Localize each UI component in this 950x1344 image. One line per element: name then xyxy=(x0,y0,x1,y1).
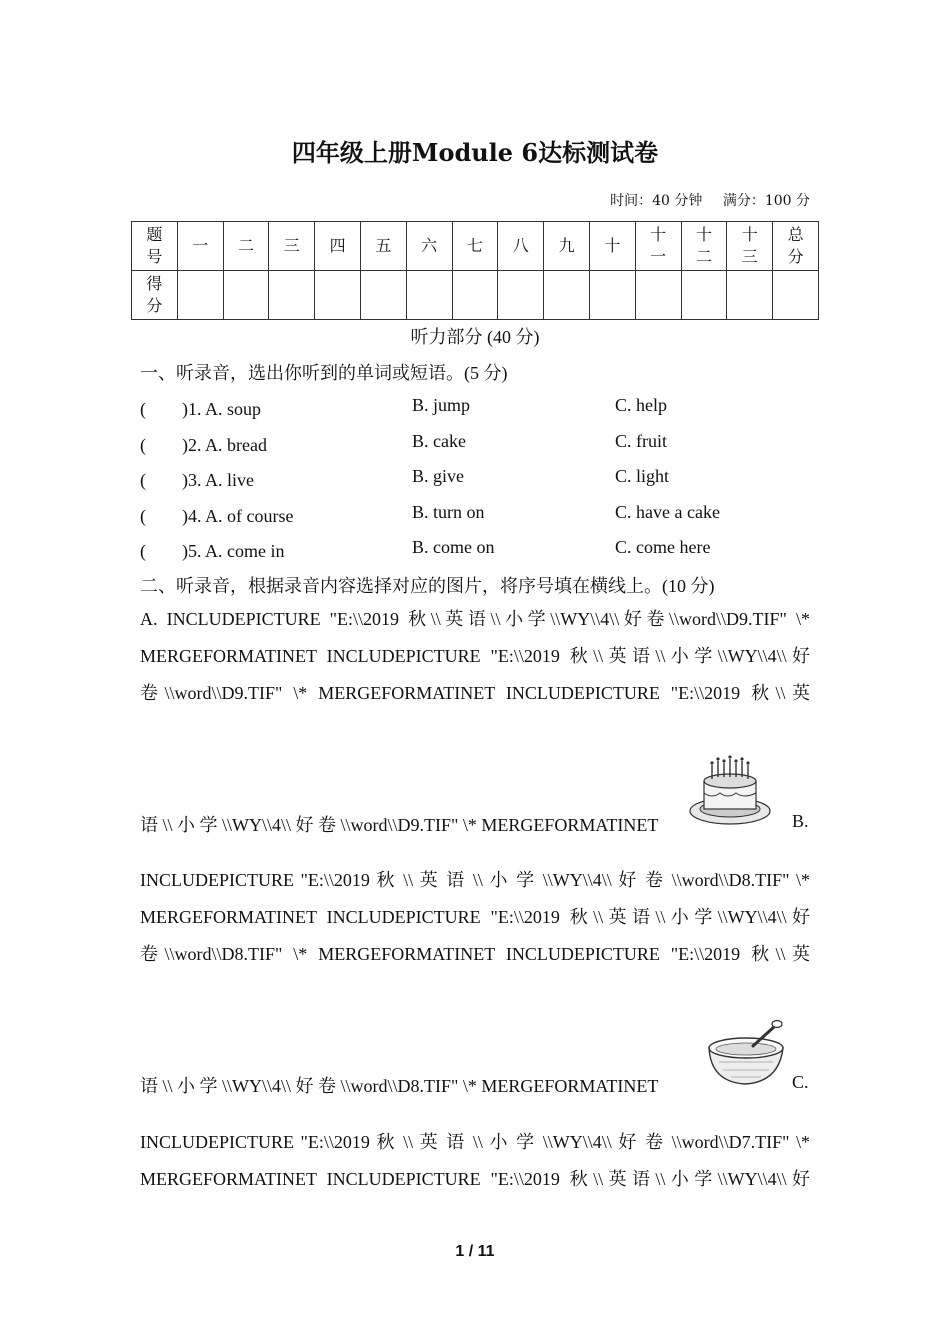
item-a-text xyxy=(140,601,810,712)
score-table-header-cell: 总 分 xyxy=(773,222,819,271)
score-table-header-cell: 题 号 xyxy=(132,222,178,271)
text-line: MERGEFORMATINET INCLUDEPICTURE "E:\\2019 秋\\英语\\小学\\WY\\4\\好 xyxy=(140,646,810,666)
score-table-header-cell: 九 xyxy=(544,222,590,271)
question-option-c: C. light xyxy=(615,466,670,486)
score-table-score-cell xyxy=(635,271,681,320)
score-table-score-label: 得 分 xyxy=(132,271,178,320)
time-limit: 时间：40 分钟 xyxy=(610,193,703,209)
question-option-a: ( )5. A. come in xyxy=(140,541,285,561)
score-table-header-cell: 二 xyxy=(223,222,269,271)
item-c-text xyxy=(140,1124,810,1198)
text-line: MERGEFORMATINET INCLUDEPICTURE "E:\\2019 秋\\英语\\小学\\WY\\4\\好 xyxy=(140,907,810,927)
score-table-score-cell xyxy=(498,271,544,320)
score-table-header-cell: 十 xyxy=(589,222,635,271)
exam-meta xyxy=(594,190,810,210)
score-table-header-cell: 八 xyxy=(498,222,544,271)
score-table-header-cell: 七 xyxy=(452,222,498,271)
question-option-c: C. come here xyxy=(615,537,711,557)
question-option-b: B. jump xyxy=(412,395,471,415)
soup-bowl-picture xyxy=(705,1018,787,1088)
score-table xyxy=(131,221,819,320)
item-b-text xyxy=(140,862,810,973)
score-table-score-cell xyxy=(589,271,635,320)
score-table-header-cell: 三 xyxy=(269,222,315,271)
score-table-header-cell: 十 二 xyxy=(681,222,727,271)
text-line: INCLUDEPICTURE "E:\\2019 秋 \\ 英 语 \\ 小 学 \\WY\\4\\ 好 卷 \\word\\D7.TIF" \* xyxy=(140,1132,810,1152)
text-line: 卷\\word\\D8.TIF" \* MERGEFORMATINET INCLUDEPICTURE "E:\\2019 秋\\英 xyxy=(140,944,810,964)
question-option-a: ( )1. A. soup xyxy=(140,399,261,419)
score-table-header-cell: 十 三 xyxy=(727,222,773,271)
score-table-header-cell: 五 xyxy=(360,222,406,271)
score-table-score-cell xyxy=(269,271,315,320)
question-option-c: C. help xyxy=(615,395,667,415)
score-table-score-row xyxy=(132,271,819,320)
score-table-score-cell xyxy=(544,271,590,320)
item-c-label: C. xyxy=(792,1072,809,1092)
question-option-c: C. fruit xyxy=(615,430,667,451)
question-option-c: C. have a cake xyxy=(615,501,720,522)
question-option-b: B. come on xyxy=(412,537,495,557)
question-option-b: B. cake xyxy=(412,430,466,451)
score-table-score-cell xyxy=(223,271,269,320)
score-table-score-cell xyxy=(177,271,223,320)
score-table-score-cell xyxy=(773,271,819,320)
question-option-b: B. give xyxy=(412,466,464,486)
text-line: INCLUDEPICTURE "E:\\2019 秋 \\ 英 语 \\ 小 学 \\WY\\4\\ 好 卷 \\word\\D8.TIF" \* xyxy=(140,870,810,890)
text-line: 卷\\word\\D9.TIF" \* MERGEFORMATINET INCLUDEPICTURE "E:\\2019 秋\\英 xyxy=(140,683,810,703)
score-table-header-cell: 六 xyxy=(406,222,452,271)
score-table-header-cell: 一 xyxy=(177,222,223,271)
section1-heading: 一、听录音，选出你听到的单词或短语。(5 分) xyxy=(140,363,508,383)
full-score: 满分：100 分 xyxy=(722,193,810,209)
score-table-score-cell xyxy=(727,271,773,320)
score-table-header-row xyxy=(132,222,819,271)
text-line: MERGEFORMATINET INCLUDEPICTURE "E:\\2019 秋\\英语\\小学\\WY\\4\\好 xyxy=(140,1169,810,1189)
page-number: 1 / 11 xyxy=(455,1243,495,1260)
score-table-score-cell xyxy=(315,271,361,320)
score-table-score-cell xyxy=(360,271,406,320)
item-b-label: B. xyxy=(792,811,809,831)
text-line: A. INCLUDEPICTURE "E:\\2019 秋\\英语\\小学\\WY\\4\\好卷\\word\\D9.TIF" \* xyxy=(140,609,810,629)
question-option-a: ( )2. A. bread xyxy=(140,434,267,455)
section2-heading: 二、听录音，根据录音内容选择对应的图片，将序号填在横线上。(10 分) xyxy=(140,576,715,596)
score-table-header-cell: 四 xyxy=(315,222,361,271)
score-table-score-cell xyxy=(406,271,452,320)
question-option-a: ( )3. A. live xyxy=(140,470,254,490)
question-option-b: B. turn on xyxy=(412,501,485,522)
birthday-cake-picture xyxy=(688,755,772,831)
score-table-score-cell xyxy=(452,271,498,320)
item-b-last-line: 语 \\ 小 学 \\WY\\4\\ 好 卷 \\word\\D8.TIF" \* MERGEFORMATINET xyxy=(140,1076,659,1096)
question-option-a: ( )4. A. of course xyxy=(140,505,294,526)
score-table-score-cell xyxy=(681,271,727,320)
item-a-last-line: 语 \\ 小 学 \\WY\\4\\ 好 卷 \\word\\D9.TIF" \* MERGEFORMATINET xyxy=(140,815,659,835)
score-table-header-cell: 十 一 xyxy=(635,222,681,271)
page-title: 四年级上册Module 6达标测试卷 xyxy=(291,138,659,167)
listening-heading: 听力部分 (40 分) xyxy=(410,327,540,347)
